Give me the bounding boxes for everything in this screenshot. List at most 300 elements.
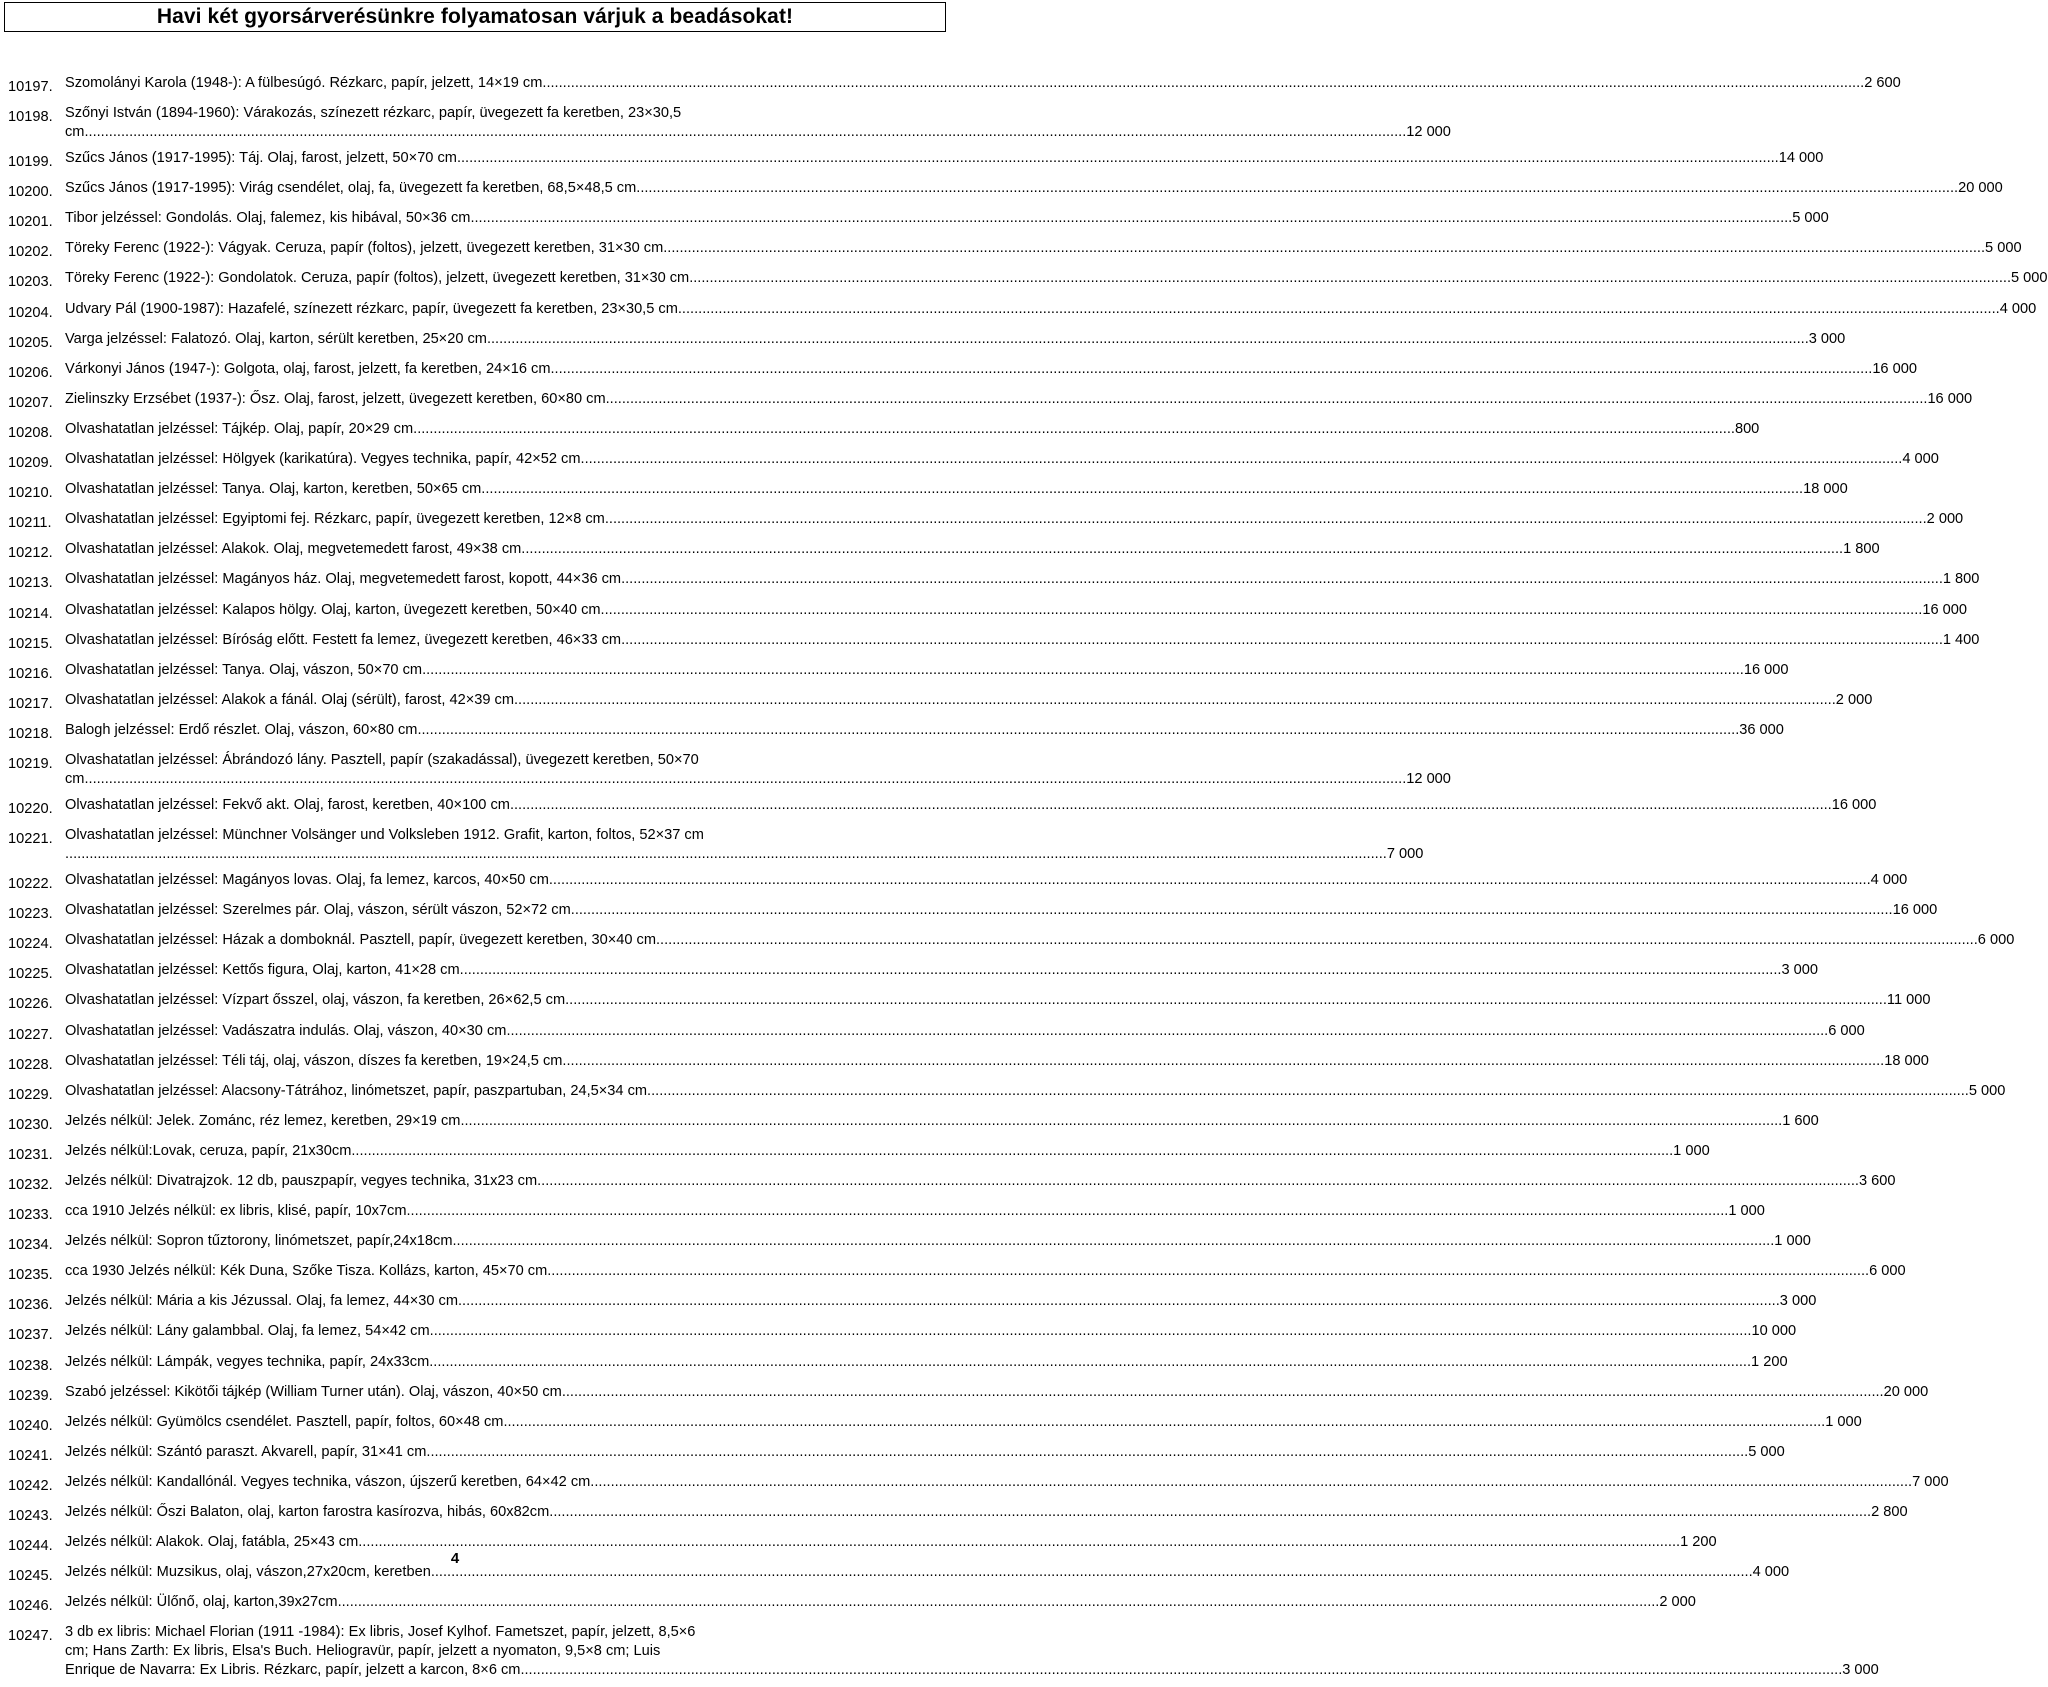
dot-leader	[351, 1142, 1673, 1161]
lot-item	[8, 1262, 1906, 1285]
lot-number: 10222.	[8, 876, 53, 893]
lot-price: 4 000	[1902, 451, 1939, 468]
lot-description	[65, 450, 1939, 473]
lot-price: 36 000	[1739, 721, 1784, 738]
dot-leader	[547, 1262, 1869, 1281]
lot-text: Olvashatatlan jelzéssel: Hölgyek (karikatúra). Vegyes technika, papír, 42×52 cm	[65, 451, 581, 468]
lot-text: Jelzés nélkül: Gyümölcs csendélet. Pasztell, papír, foltos, 60×48 cm	[65, 1413, 504, 1430]
lot-text: Várkonyi János (1947-): Golgota, olaj, farost, jelzett, fa keretben, 24×16 cm	[65, 360, 551, 377]
lot-price: 5 000	[1968, 1082, 2006, 1099]
lot-description-line	[65, 661, 1789, 680]
lot-description-line	[65, 1082, 2006, 1101]
lot-description-line	[65, 540, 1880, 559]
lot-number: 10230.	[8, 1116, 53, 1133]
lot-text: Olvashatatlan jelzéssel: Ábrándozó lány. Pasztell, papír (szakadással), üvegezett keretben, 50×70	[65, 751, 699, 768]
lot-number: 10207.	[8, 394, 53, 411]
lot-item	[8, 1052, 1929, 1075]
lot-price: 7 000	[1912, 1473, 1949, 1490]
lot-description-line	[65, 1503, 1908, 1522]
lot-price: 14 000	[1778, 150, 1824, 167]
lot-item	[8, 1383, 1929, 1406]
lot-description	[65, 239, 2022, 262]
lot-item	[8, 661, 1789, 684]
lot-price: 5 000	[1748, 1443, 1785, 1460]
lot-price: 18 000	[1803, 481, 1848, 498]
lot-description	[65, 179, 2003, 202]
dot-leader	[542, 74, 1864, 93]
lot-price: 3 000	[1842, 1662, 1879, 1679]
lot-description	[65, 1082, 2006, 1105]
dot-leader	[65, 845, 1387, 864]
lot-description-line	[65, 570, 1980, 589]
lot-description	[65, 390, 1973, 413]
dot-leader	[84, 123, 1406, 142]
lot-price: 16 000	[1831, 796, 1877, 813]
lot-item	[8, 450, 1939, 473]
lot-number: 10212.	[8, 545, 53, 562]
lot-number: 10224.	[8, 936, 53, 953]
dot-leader	[470, 209, 1792, 228]
lot-text: Jelzés nélkül: Lány galambbal. Olaj, fa lemez, 54×42 cm	[65, 1323, 430, 1340]
lot-price: 1 000	[1774, 1233, 1811, 1250]
lot-description	[65, 1172, 1896, 1195]
lot-price: 11 000	[1886, 992, 1931, 1009]
dot-leader	[487, 330, 1809, 349]
lot-description-line	[65, 149, 1824, 168]
lot-item	[8, 1322, 1797, 1345]
lot-number: 10227.	[8, 1026, 53, 1043]
lot-description	[65, 1142, 1710, 1165]
dot-leader	[510, 796, 1832, 815]
lot-text: Tibor jelzéssel: Gondolás. Olaj, falemez, kis hibával, 50×36 cm	[65, 210, 471, 227]
lot-item	[8, 991, 1931, 1014]
lot-price: 5 000	[1792, 210, 1829, 227]
lot-number: 10197.	[8, 79, 53, 95]
lot-number: 10208.	[8, 424, 53, 441]
lot-number: 10234.	[8, 1237, 53, 1254]
lot-price: 1 200	[1751, 1353, 1788, 1370]
lot-text: Olvashatatlan jelzéssel: Münchner Volsänger und Volksleben 1912. Grafit, karton, foltos, 52×37 cm	[65, 827, 704, 844]
lot-number: 10219.	[8, 755, 53, 772]
lot-text: Olvashatatlan jelzéssel: Magányos ház. Olaj, megvetemedett farost, kopott, 44×36 cm	[65, 571, 622, 588]
lot-text: Enrique de Navarra: Ex Libris. Rézkarc, papír, jelzett a karcon, 8×6 cm	[65, 1662, 521, 1679]
lot-description-line	[65, 1172, 1896, 1191]
lot-description-line	[65, 931, 2015, 950]
lot-price: 6 000	[1828, 1022, 1865, 1039]
lot-number: 10211.	[8, 515, 52, 532]
lot-description	[65, 991, 1931, 1014]
dot-leader	[678, 300, 2000, 319]
lot-description-line	[65, 1262, 1906, 1281]
lot-description-line	[65, 239, 2022, 258]
lot-number: 10216.	[8, 665, 53, 682]
dot-leader	[621, 631, 1943, 650]
lot-number: 10203.	[8, 274, 53, 291]
lot-description-line	[65, 1022, 1865, 1041]
lot-item	[8, 1413, 1862, 1436]
lot-text: Olvashatatlan jelzéssel: Bíróság előtt. Festett fa lemez, üvegezett keretben, 46×33 cm	[65, 631, 622, 648]
lot-price: 3 000	[1779, 1293, 1817, 1310]
lot-text: Szűcs János (1917-1995): Virág csendélet, olaj, fa, üvegezett fa keretben, 68,5×48,5 cm	[65, 180, 637, 197]
dot-leader	[663, 239, 1985, 258]
lot-description	[65, 1383, 1929, 1406]
lot-number: 10218.	[8, 725, 53, 742]
lot-price: 3 000	[1808, 330, 1846, 347]
lot-text: Olvashatatlan jelzéssel: Alacsony-Tátrához, linómetszet, papír, paszpartuban, 24,5×34 cm	[65, 1082, 648, 1099]
lot-price: 6 000	[1869, 1263, 1906, 1280]
lot-description	[65, 601, 1967, 624]
lot-text: Olvashatatlan jelzéssel: Vízpart ősszel, olaj, vászon, fa keretben, 26×62,5 cm	[65, 992, 566, 1009]
dot-leader	[606, 390, 1928, 409]
lot-item	[8, 796, 1877, 819]
lot-price: 18 000	[1884, 1052, 1929, 1069]
lot-description	[65, 721, 1784, 744]
lot-description-line	[65, 209, 1829, 228]
lot-description-line	[65, 796, 1877, 815]
lot-price: 3 600	[1858, 1173, 1896, 1189]
lot-item	[8, 1503, 1908, 1526]
lot-text: Jelzés nélkül:Lovak, ceruza, papír, 21x30cm	[65, 1142, 352, 1159]
lot-description	[65, 691, 1873, 714]
lot-item	[8, 1292, 1817, 1315]
lot-text: Szűcs János (1917-1995): Táj. Olaj, farost, jelzett, 50×70 cm	[65, 150, 457, 167]
lot-number: 10241.	[8, 1447, 53, 1464]
dot-leader	[84, 770, 1406, 789]
lot-text: Jelzés nélkül: Jelek. Zománc, réz lemez, keretben, 29×19 cm	[65, 1112, 461, 1129]
lot-description-line	[65, 1142, 1710, 1161]
lot-item	[8, 360, 1917, 383]
lot-description	[65, 871, 1908, 894]
lot-description-line	[65, 450, 1939, 469]
lot-item	[8, 1112, 1819, 1135]
lot-item	[8, 961, 1818, 984]
lot-text: Udvary Pál (1900-1987): Hazafelé, színezett rézkarc, papír, üvegezett fa keretben, 23×30,5 cm	[65, 300, 678, 317]
lot-description-line	[65, 123, 1451, 142]
lot-number: 10221.	[8, 831, 53, 848]
lot-number: 10240.	[8, 1417, 53, 1434]
lot-price: 16 000	[1743, 661, 1789, 678]
lot-description-line	[65, 390, 1973, 409]
lot-description-line	[65, 74, 1901, 93]
lot-description	[65, 1292, 1817, 1315]
lot-text: Olvashatatlan jelzéssel: Magányos lovas. Olaj, fa lemez, karcos, 40×50 cm	[65, 872, 549, 889]
lot-item	[8, 1022, 1865, 1045]
lot-number: 10206.	[8, 364, 53, 381]
lot-number: 10242.	[8, 1477, 53, 1494]
dot-leader	[514, 691, 1836, 710]
dot-leader	[452, 1232, 1774, 1251]
lot-item	[8, 1473, 1949, 1496]
lot-number: 10200.	[8, 184, 53, 201]
lot-number: 10202.	[8, 244, 53, 261]
lot-item	[8, 1443, 1785, 1466]
lot-number: 10215.	[8, 635, 53, 652]
lot-text: Olvashatatlan jelzéssel: Kalapos hölgy. Olaj, karton, üvegezett keretben, 50×40 cm	[65, 601, 601, 618]
lot-number: 10204.	[8, 304, 53, 321]
lot-number: 10237.	[8, 1327, 53, 1344]
dot-leader	[506, 1022, 1828, 1041]
lot-item	[8, 601, 1967, 624]
lot-description-line	[65, 1661, 1879, 1680]
lot-description-line	[65, 631, 1980, 650]
dot-leader	[521, 540, 1843, 559]
lot-item	[8, 1202, 1765, 1225]
dot-leader	[656, 931, 1978, 950]
lot-number: 10209.	[8, 455, 53, 472]
lot-description	[65, 1623, 1879, 1680]
lot-number: 10217.	[8, 695, 53, 712]
lot-description-line	[65, 269, 2048, 288]
lot-number: 10231.	[8, 1146, 53, 1163]
dot-leader	[565, 991, 1887, 1010]
lot-item	[8, 1593, 1696, 1616]
lot-text: Olvashatatlan jelzéssel: Egyiptomi fej. Rézkarc, papír, üvegezett keretben, 12×8 cm	[65, 511, 605, 528]
lot-price: 2 800	[1871, 1504, 1908, 1521]
lot-description	[65, 931, 2015, 954]
lot-number: 10243.	[8, 1508, 53, 1525]
lot-price: 1 000	[1728, 1203, 1765, 1220]
lot-price: 7 000	[1386, 845, 1424, 862]
lot-description-line	[65, 1593, 1696, 1612]
lot-price: 12 000	[1406, 124, 1451, 140]
lot-description-line	[65, 991, 1931, 1010]
lot-description	[65, 1593, 1696, 1616]
lot-price: 16 000	[1927, 390, 1973, 407]
lot-text: Szőnyi István (1894-1960): Várakozás, színezett rézkarc, papír, üvegezett fa keretben, 23×30,5	[65, 105, 682, 122]
lot-description-line	[65, 721, 1784, 740]
dot-leader	[460, 961, 1782, 980]
dot-leader	[605, 510, 1927, 529]
lot-number: 10205.	[8, 334, 53, 351]
lot-description	[65, 74, 1901, 97]
dot-leader	[426, 1443, 1748, 1462]
lot-description-line	[65, 1322, 1797, 1341]
lot-description	[65, 1022, 1865, 1045]
lot-item	[8, 570, 1980, 593]
lot-description	[65, 330, 1846, 353]
lot-price: 6 000	[1977, 932, 2015, 949]
lot-description	[65, 661, 1789, 684]
lot-price: 12 000	[1406, 770, 1451, 787]
lot-number: 10213.	[8, 575, 53, 592]
dot-leader	[520, 1661, 1842, 1680]
dot-leader	[549, 1503, 1871, 1522]
lot-text: Olvashatatlan jelzéssel: Alakok a fánál. Olaj (sérült), farost, 42×39 cm	[65, 691, 514, 708]
lot-text: cm	[65, 124, 85, 140]
dot-leader	[429, 1353, 1751, 1372]
lot-description	[65, 1503, 1908, 1526]
lot-text: cm	[65, 770, 85, 787]
lot-text: cca 1930 Jelzés nélkül: Kék Duna, Szőke Tisza. Kollázs, karton, 45×70 cm	[65, 1263, 548, 1280]
lot-text: Olvashatatlan jelzéssel: Téli táj, olaj, vászon, díszes fa keretben, 19×24,5 cm	[65, 1052, 563, 1069]
dot-leader	[417, 721, 1739, 740]
lot-price: 5 000	[1985, 240, 2022, 257]
lot-item	[8, 540, 1880, 563]
lot-text: Jelzés nélkül: Szántó paraszt. Akvarell, papír, 31×41 cm	[65, 1443, 427, 1460]
lot-price: 1 200	[1680, 1534, 1717, 1551]
lot-description	[65, 209, 1829, 232]
lot-description	[65, 1443, 1785, 1466]
lot-item	[8, 901, 1938, 924]
lot-description	[65, 1473, 1949, 1496]
lot-number: 10220.	[8, 800, 53, 817]
lot-description-line	[65, 360, 1917, 379]
lot-item	[8, 691, 1873, 714]
lot-description	[65, 420, 1760, 443]
lot-text: Töreky Ferenc (1922-): Gondolatok. Ceruza, papír (foltos), jelzett, üvegezett keretben, 31×30 cm	[65, 270, 690, 287]
lot-text: Jelzés nélkül: Mária a kis Jézussal. Olaj, fa lemez, 44×30 cm	[65, 1293, 458, 1310]
lot-price: 2 000	[1835, 691, 1873, 708]
lot-price: 4 000	[1870, 872, 1908, 889]
lot-item	[8, 826, 1424, 864]
lot-description-line	[65, 1473, 1949, 1492]
lot-item	[8, 179, 2003, 202]
lot-price: 16 000	[1892, 902, 1938, 919]
lot-item	[8, 721, 1784, 744]
lot-description-line	[65, 1443, 1785, 1462]
lot-number: 10228.	[8, 1056, 53, 1073]
lot-number: 10201.	[8, 214, 53, 231]
lot-text: Szomolányi Karola (1948-): A fülbesúgó. Rézkarc, papír, jelzett, 14×19 cm	[65, 75, 543, 91]
lot-description-line	[65, 300, 2037, 319]
lot-description	[65, 570, 1980, 593]
lot-price: 2 000	[1926, 511, 1964, 528]
lot-description-line	[65, 1052, 1929, 1071]
dot-leader	[407, 1202, 1729, 1221]
dot-leader	[689, 269, 2011, 288]
lot-text: Olvashatatlan jelzéssel: Alakok. Olaj, megvetemedett farost, 49×38 cm	[65, 541, 522, 558]
lot-price: 1 000	[1673, 1142, 1710, 1159]
lot-price: 800	[1734, 420, 1760, 437]
lot-text: Jelzés nélkül: Divatrajzok. 12 db, pauszpapír, vegyes technika, 31x23 cm	[65, 1173, 538, 1189]
lot-text: Olvashatatlan jelzéssel: Házak a domboknál. Pasztell, papír, üvegezett keretben, 30×40 cm	[65, 932, 656, 949]
lot-price: 20 000	[1958, 180, 2003, 197]
lot-description-line	[65, 1642, 900, 1661]
lot-description	[65, 1353, 1788, 1376]
lot-description-line	[65, 845, 1424, 864]
dot-leader	[551, 360, 1873, 379]
lot-number: 10214.	[8, 605, 53, 622]
lot-description-line	[65, 691, 1873, 710]
lot-text: cm; Hans Zarth: Ex libris, Elsa's Buch. Heliogravür, papír, jelzett a nyomaton, 9,5×8 cm; Luis	[65, 1643, 661, 1660]
lot-item	[8, 1623, 1879, 1680]
lot-item	[8, 300, 2037, 323]
lot-price: 20 000	[1883, 1383, 1929, 1400]
lot-description-line	[65, 871, 1908, 890]
lot-item	[8, 239, 2022, 262]
lot-price: 1 800	[1843, 541, 1880, 558]
lot-description	[65, 1262, 1906, 1285]
lot-item	[8, 1232, 1811, 1255]
lot-description	[65, 901, 1938, 924]
lot-number: 10244.	[8, 1538, 53, 1555]
dot-leader	[430, 1322, 1752, 1341]
lot-item	[8, 1082, 2006, 1105]
dot-leader	[422, 661, 1744, 680]
lot-text: Olvashatatlan jelzéssel: Szerelmes pár. Olaj, vászon, sérült vászon, 52×72 cm	[65, 902, 571, 919]
lot-description	[65, 510, 1964, 533]
lot-price: 3 000	[1781, 962, 1818, 979]
page-number: 4	[450, 1550, 460, 1567]
lot-description-line	[65, 510, 1964, 529]
lot-description	[65, 1322, 1797, 1345]
lot-number: 10232.	[8, 1177, 53, 1193]
lot-description-line	[65, 1112, 1819, 1131]
lot-text: Jelzés nélkül: Alakok. Olaj, fatábla, 25×43 cm	[65, 1534, 359, 1551]
dot-leader	[562, 1052, 1884, 1071]
lot-text: Jelzés nélkül: Lámpák, vegyes technika, papír, 24x33cm	[65, 1353, 430, 1370]
lot-item	[8, 330, 1846, 353]
lot-price: 2 000	[1659, 1594, 1696, 1611]
lot-text: Varga jelzéssel: Falatozó. Olaj, karton, sérült keretben, 25×20 cm	[65, 330, 487, 347]
lot-number: 10233.	[8, 1207, 53, 1224]
lot-item	[8, 480, 1848, 503]
lot-number: 10246.	[8, 1598, 53, 1615]
dot-leader	[460, 1112, 1782, 1131]
lot-description-line	[65, 961, 1818, 980]
lot-description	[65, 1052, 1929, 1075]
lot-text: Olvashatatlan jelzéssel: Tanya. Olaj, karton, keretben, 50×65 cm	[65, 481, 482, 498]
lot-description-line	[65, 420, 1760, 439]
dot-leader	[601, 601, 1923, 620]
lot-number: 10198.	[8, 109, 53, 126]
lot-description	[65, 1232, 1811, 1255]
lot-number: 10235.	[8, 1267, 53, 1284]
lot-description-line	[65, 751, 900, 770]
dot-leader	[549, 871, 1871, 890]
lot-text: Olvashatatlan jelzéssel: Tájkép. Olaj, papír, 20×29 cm	[65, 420, 414, 437]
dot-leader	[621, 570, 1943, 589]
lot-price: 4 000	[1752, 1564, 1790, 1581]
lot-text: Balogh jelzéssel: Erdő részlet. Olaj, vászon, 60×80 cm	[65, 721, 418, 738]
lot-description-line	[65, 1383, 1929, 1402]
lot-description	[65, 269, 2048, 292]
lot-description-line	[65, 826, 900, 845]
lot-description-line	[65, 1232, 1811, 1251]
lot-description-line	[65, 104, 900, 123]
lot-number: 10236.	[8, 1297, 53, 1314]
lot-text: Jelzés nélkül: Muzsikus, olaj, vászon,27x20cm, keretben	[65, 1564, 431, 1581]
lot-description	[65, 631, 1980, 654]
lot-text: Jelzés nélkül: Kandallónál. Vegyes technika, vászon, újszerű keretben, 64×42 cm	[65, 1473, 591, 1490]
dot-leader	[481, 480, 1803, 499]
lot-description-line	[65, 480, 1848, 499]
lot-price: 16 000	[1872, 360, 1917, 377]
lot-text: Jelzés nélkül: Sopron tűztorony, linómetszet, papír,24x18cm	[65, 1233, 453, 1250]
lot-description-line	[65, 901, 1938, 920]
lot-item	[8, 269, 2048, 292]
lot-item	[8, 1353, 1788, 1376]
lot-price: 1 800	[1942, 571, 1980, 588]
lot-text: Olvashatatlan jelzéssel: Kettős figura, Olaj, karton, 41×28 cm	[65, 962, 460, 979]
lot-item	[8, 871, 1908, 894]
lot-price: 10 000	[1751, 1323, 1797, 1340]
lot-item	[8, 1142, 1710, 1165]
lot-description-line	[65, 330, 1846, 349]
lot-number: 10238.	[8, 1357, 53, 1374]
lot-number: 10225.	[8, 966, 53, 983]
dot-leader	[413, 420, 1735, 439]
dot-leader	[562, 1383, 1884, 1402]
lot-price: 2 600	[1864, 75, 1901, 91]
lot-text: Szabó jelzéssel: Kikötői tájkép (William Turner után). Olaj, vászon, 40×50 cm	[65, 1383, 562, 1400]
lot-text: cca 1910 Jelzés nélkül: ex libris, klisé, papír, 10x7cm	[65, 1203, 407, 1220]
banner-title: Havi két gyorsárverésünkre folyamatosan várjuk a beadásokat!	[156, 5, 794, 28]
dot-leader	[581, 450, 1903, 469]
dot-leader	[537, 1172, 1859, 1191]
lot-description	[65, 540, 1880, 563]
dot-leader	[636, 179, 1958, 198]
